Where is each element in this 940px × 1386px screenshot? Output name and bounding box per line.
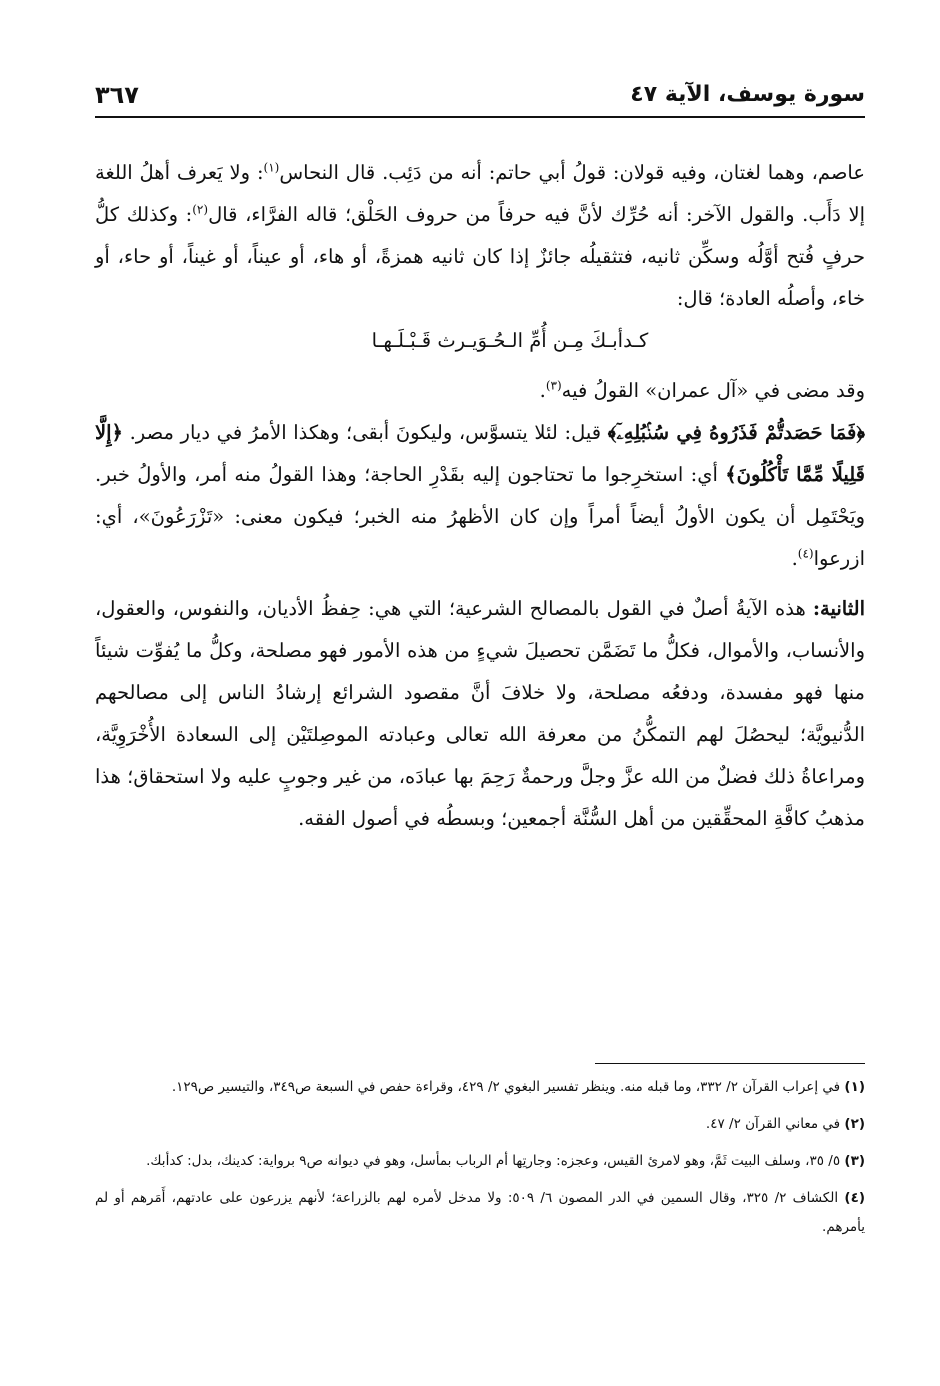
page-number: ٣٦٧ [95, 81, 139, 109]
footnote-number: (٤) [844, 1190, 865, 1206]
footnote-text: في معاني القرآن ٢/ ٤٧. [705, 1116, 841, 1132]
paragraph-2 [95, 370, 865, 412]
quran-quote-1: ﴿فَمَا حَصَدتُّمْ فَذَرُوهُ فِي سُنۢبُلِهِۦٓ﴾ [607, 421, 865, 444]
paragraph-1 [95, 152, 865, 320]
footnote-text: الكشاف ٢/ ٣٢٥، وقال السمين في الدر المصون ٦/ ٥٠٩: ولا مدخل لأمره لهم بالزراعة؛ لأنهم يزرعون على عادتهم، أَمَرهم أو لم يأمرهم. [95, 1190, 865, 1235]
footnote-2 [95, 1110, 865, 1139]
book-page [95, 70, 865, 1360]
footnote-ref-2[interactable]: (٢) [192, 202, 209, 217]
footnote-ref-3[interactable]: (٣) [545, 378, 562, 393]
running-header [95, 70, 865, 112]
footnote-number: (٢) [844, 1116, 865, 1132]
footnote-number: (١) [844, 1079, 865, 1095]
paragraph-1-text-b: : ولا يَعرف أهلُ اللغة إلا دَأَب. والقول الآخر: أنه حُرِّك لأنَّ فيه حرفاً من حروف الحَلْق؛ قاله الفرَّاء، قال [95, 161, 865, 226]
paragraph-4 [95, 588, 865, 840]
paragraph-4-text: هذه الآيةُ أصلٌ في القول بالمصالح الشرعية؛ التي هي: حِفظُ الأديان، والنفوس، والعقول، والأنساب، والأموال، فكلُّ ما تَضَمَّن تحصيلَ شيءٍ من هذه الأمور فهو مصلحة، وكلُّ ما يُفوِّت شيئاً منها فهو مفسدة، ودفعُه مصلحة، ولا خلافَ أنَّ مقصود الشرائع إرشادُ الناس إلى مصالحهم الدُّنيويَّة؛ ليحصُلَ لهم التمكُّنُ من معرفة الله تعالى وعبادته الموصِلتَيْن إلى السعادة الأُخْرَوِيَّة، ومراعاةُ ذلك فضلٌ من الله عزَّ وجلَّ ورحمةٌ رَحِمَ بها عبادَه، من غير وجوبٍ عليه ولا استحقاق؛ هذا مذهبُ كافَّةِ المحقِّقين من أهل السُّنَّة أجمعين؛ وبسطُه في أصول الفقه. [95, 597, 865, 830]
main-text [95, 152, 865, 840]
footnote-separator [595, 1063, 865, 1064]
footnote-ref-4[interactable]: (٤) [797, 546, 814, 561]
footnote-1 [95, 1073, 865, 1102]
paragraph-1-text-a: عاصم، وهما لغتان، وفيه قولان: قولُ أبي حاتم: أنه من دَئِب. قال النحاس [279, 161, 865, 184]
paragraph-2-text-b: . [539, 379, 546, 402]
paragraph-2-text-a: وقد مضى في «آل عمران» القولُ فيه [561, 379, 865, 402]
footnote-text: في إعراب القرآن ٢/ ٣٣٢، وما قبله منه. وينظر تفسير البغوي ٢/ ٤٢٩، وقراءة حفص في السبعة ص٣٤٩، والتيسير ص١٢٩. [171, 1079, 841, 1095]
paragraph-3-text-b: أي: استخرِجوا ما تحتاجون إليه بقَدْرِ الحاجة؛ وهذا القولُ منه أمر، والأولُ خبر. ويَحْتَمِل أن يكون الأولُ أيضاً أمراً وإن كان الأظهرُ منه الخبر؛ فيكون معنى: «تَزْرَعُونَ»، أي: ازرعوا [95, 463, 865, 570]
footnote-text: ٥/ ٣٥، وسلف البيت ثَمَّ، وهو لامرئ القيس، وعجزه: وجارتِها أم الرباب بمأسل، وهو في ديوانه ص٩ برواية: كدينك، بدل: كدأبك. [146, 1153, 841, 1169]
poetry-verse: كـدأبـكَ مِـن أُمِّ الـحُـوَيـرث قَـبْـلَـهـا [371, 329, 649, 352]
section-lead: الثانية: [812, 597, 865, 620]
footnotes [95, 1073, 865, 1250]
header-rule [95, 116, 865, 118]
footnote-ref-1[interactable]: (١) [263, 160, 280, 175]
paragraph-3-text-c: . [791, 547, 798, 570]
footnote-number: (٣) [844, 1153, 865, 1169]
paragraph-3-text-a: قيل: لئلا يتسوَّس، وليكونَ أبقى؛ وهكذا الأمرُ في ديار مصر. [122, 421, 608, 444]
quran-quote-2: ﴿إِلَّا قَلِيلًا مِّمَّا تَأْكُلُونَ﴾ [95, 421, 866, 486]
paragraph-1-text-c: : وكذلك كلُّ حرفٍ فُتح أوَّلُه وسكِّن ثانيه، فتثقيلُه جائزٌ إذا كان ثانيه همزةً، أو هاء، أو عيناً، أو غيناً، أو حاء، أو خاء، وأصلُه العادة؛ قال: [95, 203, 865, 310]
header-title: سورة يوسف، الآية ٤٧ [630, 82, 865, 107]
footnote-4 [95, 1184, 865, 1242]
footnote-3 [95, 1147, 865, 1176]
paragraph-3 [95, 412, 865, 580]
